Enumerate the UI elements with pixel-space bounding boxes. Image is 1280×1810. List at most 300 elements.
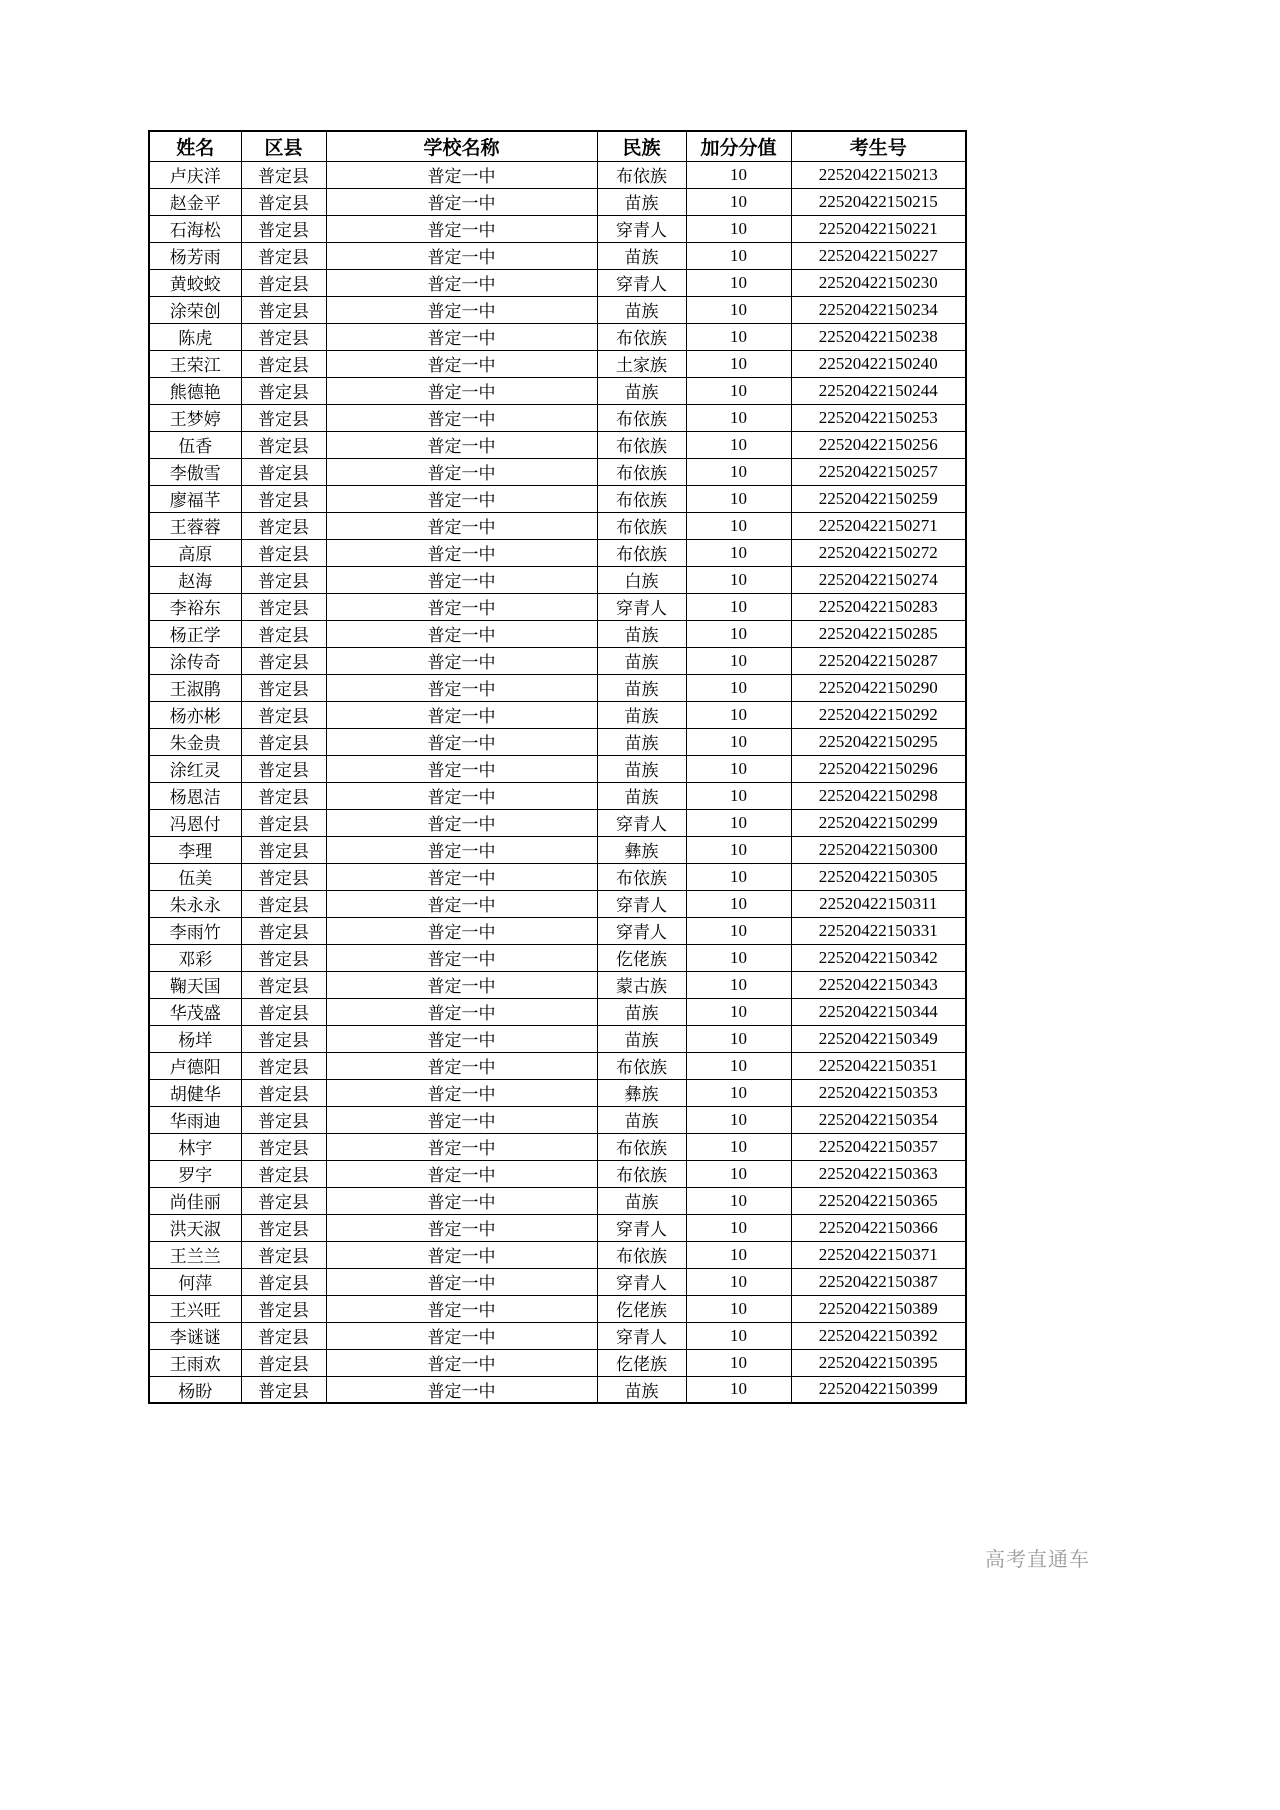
table-row <box>149 944 966 971</box>
cell-ethnicity: 布依族 <box>597 1241 686 1268</box>
table-body <box>149 161 966 1403</box>
cell-county: 普定县 <box>241 782 326 809</box>
cell-bonus: 10 <box>686 431 791 458</box>
cell-name: 朱永永 <box>149 890 241 917</box>
table-row <box>149 890 966 917</box>
cell-county: 普定县 <box>241 539 326 566</box>
cell-bonus: 10 <box>686 1241 791 1268</box>
cell-ethnicity: 布依族 <box>597 512 686 539</box>
cell-bonus: 10 <box>686 917 791 944</box>
cell-school: 普定一中 <box>326 431 597 458</box>
cell-bonus: 10 <box>686 1322 791 1349</box>
cell-bonus: 10 <box>686 809 791 836</box>
cell-county: 普定县 <box>241 188 326 215</box>
cell-school: 普定一中 <box>326 809 597 836</box>
cell-ethnicity: 布依族 <box>597 161 686 188</box>
cell-school: 普定一中 <box>326 944 597 971</box>
cell-name: 杨垟 <box>149 1025 241 1052</box>
cell-ethnicity: 布依族 <box>597 539 686 566</box>
cell-exam-id: 22520422150387 <box>791 1268 966 1295</box>
cell-county: 普定县 <box>241 863 326 890</box>
cell-exam-id: 22520422150215 <box>791 188 966 215</box>
cell-name: 高原 <box>149 539 241 566</box>
cell-bonus: 10 <box>686 863 791 890</box>
cell-school: 普定一中 <box>326 890 597 917</box>
cell-ethnicity: 布依族 <box>597 458 686 485</box>
table-row <box>149 1187 966 1214</box>
cell-name: 杨亦彬 <box>149 701 241 728</box>
cell-bonus: 10 <box>686 242 791 269</box>
table-row <box>149 1052 966 1079</box>
cell-exam-id: 22520422150271 <box>791 512 966 539</box>
header-school: 学校名称 <box>326 131 597 161</box>
cell-county: 普定县 <box>241 1241 326 1268</box>
cell-county: 普定县 <box>241 944 326 971</box>
cell-ethnicity: 苗族 <box>597 674 686 701</box>
table-row <box>149 1322 966 1349</box>
table-row <box>149 782 966 809</box>
table-row <box>149 836 966 863</box>
header-row <box>149 131 966 161</box>
cell-bonus: 10 <box>686 944 791 971</box>
cell-name: 廖福芊 <box>149 485 241 512</box>
cell-ethnicity: 苗族 <box>597 377 686 404</box>
cell-ethnicity: 布依族 <box>597 323 686 350</box>
watermark-text: 高考直通车 <box>985 1549 1090 1571</box>
cell-school: 普定一中 <box>326 485 597 512</box>
table-row <box>149 809 966 836</box>
cell-county: 普定县 <box>241 512 326 539</box>
table-row <box>149 1241 966 1268</box>
cell-exam-id: 22520422150221 <box>791 215 966 242</box>
cell-school: 普定一中 <box>326 215 597 242</box>
cell-county: 普定县 <box>241 809 326 836</box>
cell-county: 普定县 <box>241 1349 326 1376</box>
cell-name: 华茂盛 <box>149 998 241 1025</box>
cell-school: 普定一中 <box>326 674 597 701</box>
cell-school: 普定一中 <box>326 539 597 566</box>
cell-ethnicity: 苗族 <box>597 188 686 215</box>
cell-name: 黄蛟蛟 <box>149 269 241 296</box>
cell-ethnicity: 苗族 <box>597 782 686 809</box>
cell-ethnicity: 布依族 <box>597 404 686 431</box>
cell-name: 李傲雪 <box>149 458 241 485</box>
cell-ethnicity: 布依族 <box>597 1133 686 1160</box>
cell-bonus: 10 <box>686 1052 791 1079</box>
cell-exam-id: 22520422150244 <box>791 377 966 404</box>
cell-county: 普定县 <box>241 647 326 674</box>
table-row <box>149 620 966 647</box>
cell-ethnicity: 苗族 <box>597 620 686 647</box>
cell-exam-id: 22520422150213 <box>791 161 966 188</box>
cell-bonus: 10 <box>686 1160 791 1187</box>
cell-county: 普定县 <box>241 1079 326 1106</box>
cell-school: 普定一中 <box>326 512 597 539</box>
cell-name: 涂红灵 <box>149 755 241 782</box>
table-row <box>149 1295 966 1322</box>
cell-bonus: 10 <box>686 836 791 863</box>
header-name: 姓名 <box>149 131 241 161</box>
cell-bonus: 10 <box>686 1349 791 1376</box>
cell-bonus: 10 <box>686 188 791 215</box>
cell-bonus: 10 <box>686 1133 791 1160</box>
cell-exam-id: 22520422150287 <box>791 647 966 674</box>
cell-county: 普定县 <box>241 836 326 863</box>
cell-name: 李谜谜 <box>149 1322 241 1349</box>
table-row <box>149 674 966 701</box>
table-row <box>149 512 966 539</box>
table-row <box>149 404 966 431</box>
cell-school: 普定一中 <box>326 647 597 674</box>
cell-ethnicity: 布依族 <box>597 863 686 890</box>
cell-name: 卢德阳 <box>149 1052 241 1079</box>
table-row <box>149 215 966 242</box>
cell-exam-id: 22520422150299 <box>791 809 966 836</box>
cell-bonus: 10 <box>686 1106 791 1133</box>
cell-name: 卢庆洋 <box>149 161 241 188</box>
cell-county: 普定县 <box>241 161 326 188</box>
cell-school: 普定一中 <box>326 1322 597 1349</box>
cell-school: 普定一中 <box>326 350 597 377</box>
table-row <box>149 971 966 998</box>
cell-school: 普定一中 <box>326 296 597 323</box>
cell-county: 普定县 <box>241 998 326 1025</box>
cell-county: 普定县 <box>241 215 326 242</box>
cell-exam-id: 22520422150256 <box>791 431 966 458</box>
table-row <box>149 566 966 593</box>
cell-ethnicity: 穿青人 <box>597 1268 686 1295</box>
cell-name: 王蓉蓉 <box>149 512 241 539</box>
cell-bonus: 10 <box>686 566 791 593</box>
cell-exam-id: 22520422150349 <box>791 1025 966 1052</box>
cell-county: 普定县 <box>241 1295 326 1322</box>
table-header <box>149 131 966 161</box>
cell-ethnicity: 仡佬族 <box>597 1349 686 1376</box>
table-row <box>149 323 966 350</box>
table-row <box>149 1376 966 1403</box>
table-row <box>149 350 966 377</box>
cell-ethnicity: 穿青人 <box>597 593 686 620</box>
cell-school: 普定一中 <box>326 1214 597 1241</box>
cell-school: 普定一中 <box>326 323 597 350</box>
cell-bonus: 10 <box>686 998 791 1025</box>
cell-county: 普定县 <box>241 728 326 755</box>
cell-ethnicity: 彝族 <box>597 836 686 863</box>
cell-ethnicity: 苗族 <box>597 1025 686 1052</box>
cell-county: 普定县 <box>241 323 326 350</box>
cell-name: 华雨迪 <box>149 1106 241 1133</box>
cell-bonus: 10 <box>686 674 791 701</box>
cell-name: 王雨欢 <box>149 1349 241 1376</box>
cell-bonus: 10 <box>686 1376 791 1403</box>
cell-name: 胡健华 <box>149 1079 241 1106</box>
cell-bonus: 10 <box>686 296 791 323</box>
cell-exam-id: 22520422150234 <box>791 296 966 323</box>
cell-exam-id: 22520422150371 <box>791 1241 966 1268</box>
cell-county: 普定县 <box>241 1160 326 1187</box>
cell-ethnicity: 苗族 <box>597 296 686 323</box>
table-row <box>149 161 966 188</box>
cell-county: 普定县 <box>241 269 326 296</box>
cell-county: 普定县 <box>241 485 326 512</box>
cell-school: 普定一中 <box>326 836 597 863</box>
cell-county: 普定县 <box>241 917 326 944</box>
cell-name: 鞠天国 <box>149 971 241 998</box>
cell-name: 李雨竹 <box>149 917 241 944</box>
cell-ethnicity: 苗族 <box>597 755 686 782</box>
cell-exam-id: 22520422150257 <box>791 458 966 485</box>
cell-county: 普定县 <box>241 593 326 620</box>
cell-exam-id: 22520422150351 <box>791 1052 966 1079</box>
table-row <box>149 458 966 485</box>
table-row <box>149 431 966 458</box>
cell-name: 朱金贵 <box>149 728 241 755</box>
cell-name: 王荣江 <box>149 350 241 377</box>
header-exam-id: 考生号 <box>791 131 966 161</box>
table-row <box>149 1349 966 1376</box>
cell-bonus: 10 <box>686 971 791 998</box>
cell-ethnicity: 土家族 <box>597 350 686 377</box>
cell-name: 涂荣创 <box>149 296 241 323</box>
cell-exam-id: 22520422150305 <box>791 863 966 890</box>
cell-county: 普定县 <box>241 566 326 593</box>
cell-exam-id: 22520422150240 <box>791 350 966 377</box>
cell-name: 王淑鹃 <box>149 674 241 701</box>
cell-school: 普定一中 <box>326 1376 597 1403</box>
cell-ethnicity: 穿青人 <box>597 215 686 242</box>
cell-ethnicity: 白族 <box>597 566 686 593</box>
cell-bonus: 10 <box>686 512 791 539</box>
cell-bonus: 10 <box>686 323 791 350</box>
cell-county: 普定县 <box>241 377 326 404</box>
cell-exam-id: 22520422150298 <box>791 782 966 809</box>
cell-ethnicity: 苗族 <box>597 647 686 674</box>
cell-exam-id: 22520422150259 <box>791 485 966 512</box>
cell-bonus: 10 <box>686 539 791 566</box>
cell-name: 王兰兰 <box>149 1241 241 1268</box>
cell-bonus: 10 <box>686 755 791 782</box>
cell-name: 杨盼 <box>149 1376 241 1403</box>
cell-ethnicity: 苗族 <box>597 998 686 1025</box>
table-row <box>149 1079 966 1106</box>
cell-bonus: 10 <box>686 1214 791 1241</box>
cell-exam-id: 22520422150395 <box>791 1349 966 1376</box>
cell-school: 普定一中 <box>326 1079 597 1106</box>
cell-school: 普定一中 <box>326 1160 597 1187</box>
table-row <box>149 377 966 404</box>
cell-bonus: 10 <box>686 1079 791 1106</box>
cell-school: 普定一中 <box>326 1133 597 1160</box>
cell-ethnicity: 布依族 <box>597 431 686 458</box>
cell-county: 普定县 <box>241 674 326 701</box>
cell-exam-id: 22520422150285 <box>791 620 966 647</box>
cell-ethnicity: 穿青人 <box>597 269 686 296</box>
cell-exam-id: 22520422150363 <box>791 1160 966 1187</box>
cell-exam-id: 22520422150311 <box>791 890 966 917</box>
cell-school: 普定一中 <box>326 566 597 593</box>
cell-name: 李理 <box>149 836 241 863</box>
table-row <box>149 1160 966 1187</box>
cell-name: 何萍 <box>149 1268 241 1295</box>
cell-school: 普定一中 <box>326 728 597 755</box>
table-row <box>149 863 966 890</box>
table-row <box>149 593 966 620</box>
cell-exam-id: 22520422150366 <box>791 1214 966 1241</box>
cell-name: 涂传奇 <box>149 647 241 674</box>
cell-school: 普定一中 <box>326 701 597 728</box>
cell-bonus: 10 <box>686 1187 791 1214</box>
cell-county: 普定县 <box>241 620 326 647</box>
cell-ethnicity: 穿青人 <box>597 917 686 944</box>
cell-school: 普定一中 <box>326 1295 597 1322</box>
cell-ethnicity: 布依族 <box>597 485 686 512</box>
cell-exam-id: 22520422150342 <box>791 944 966 971</box>
cell-name: 伍香 <box>149 431 241 458</box>
cell-exam-id: 22520422150300 <box>791 836 966 863</box>
cell-name: 邓彩 <box>149 944 241 971</box>
cell-school: 普定一中 <box>326 863 597 890</box>
cell-exam-id: 22520422150343 <box>791 971 966 998</box>
cell-ethnicity: 穿青人 <box>597 1322 686 1349</box>
cell-school: 普定一中 <box>326 917 597 944</box>
table-row <box>149 269 966 296</box>
cell-bonus: 10 <box>686 269 791 296</box>
cell-school: 普定一中 <box>326 782 597 809</box>
cell-name: 王兴旺 <box>149 1295 241 1322</box>
cell-exam-id: 22520422150292 <box>791 701 966 728</box>
table-row <box>149 917 966 944</box>
table-row <box>149 242 966 269</box>
cell-school: 普定一中 <box>326 1187 597 1214</box>
cell-name: 杨恩洁 <box>149 782 241 809</box>
table-row <box>149 539 966 566</box>
cell-school: 普定一中 <box>326 620 597 647</box>
header-ethnicity: 民族 <box>597 131 686 161</box>
cell-school: 普定一中 <box>326 188 597 215</box>
cell-bonus: 10 <box>686 1025 791 1052</box>
cell-bonus: 10 <box>686 485 791 512</box>
bonus-points-roster-table <box>148 130 967 1404</box>
cell-school: 普定一中 <box>326 242 597 269</box>
cell-school: 普定一中 <box>326 755 597 782</box>
cell-name: 陈虎 <box>149 323 241 350</box>
cell-exam-id: 22520422150399 <box>791 1376 966 1403</box>
cell-bonus: 10 <box>686 1295 791 1322</box>
cell-county: 普定县 <box>241 1376 326 1403</box>
cell-name: 洪天淑 <box>149 1214 241 1241</box>
table-row <box>149 701 966 728</box>
cell-ethnicity: 苗族 <box>597 728 686 755</box>
cell-bonus: 10 <box>686 377 791 404</box>
cell-exam-id: 22520422150331 <box>791 917 966 944</box>
cell-county: 普定县 <box>241 1187 326 1214</box>
cell-name: 杨正学 <box>149 620 241 647</box>
cell-exam-id: 22520422150344 <box>791 998 966 1025</box>
cell-school: 普定一中 <box>326 269 597 296</box>
cell-bonus: 10 <box>686 1268 791 1295</box>
cell-school: 普定一中 <box>326 1349 597 1376</box>
table-row <box>149 485 966 512</box>
cell-school: 普定一中 <box>326 1106 597 1133</box>
cell-exam-id: 22520422150227 <box>791 242 966 269</box>
cell-name: 王梦婷 <box>149 404 241 431</box>
cell-exam-id: 22520422150274 <box>791 566 966 593</box>
cell-name: 熊德艳 <box>149 377 241 404</box>
cell-exam-id: 22520422150238 <box>791 323 966 350</box>
cell-name: 石海松 <box>149 215 241 242</box>
cell-ethnicity: 穿青人 <box>597 1214 686 1241</box>
table-row <box>149 998 966 1025</box>
cell-county: 普定县 <box>241 890 326 917</box>
cell-county: 普定县 <box>241 242 326 269</box>
cell-exam-id: 22520422150272 <box>791 539 966 566</box>
cell-bonus: 10 <box>686 701 791 728</box>
cell-school: 普定一中 <box>326 458 597 485</box>
cell-county: 普定县 <box>241 296 326 323</box>
cell-name: 伍美 <box>149 863 241 890</box>
cell-bonus: 10 <box>686 782 791 809</box>
cell-school: 普定一中 <box>326 377 597 404</box>
cell-exam-id: 22520422150295 <box>791 728 966 755</box>
cell-bonus: 10 <box>686 458 791 485</box>
table-row <box>149 296 966 323</box>
cell-name: 赵海 <box>149 566 241 593</box>
cell-exam-id: 22520422150230 <box>791 269 966 296</box>
cell-ethnicity: 蒙古族 <box>597 971 686 998</box>
cell-school: 普定一中 <box>326 1025 597 1052</box>
cell-school: 普定一中 <box>326 593 597 620</box>
header-county: 区县 <box>241 131 326 161</box>
cell-county: 普定县 <box>241 755 326 782</box>
table-row <box>149 188 966 215</box>
cell-ethnicity: 苗族 <box>597 1187 686 1214</box>
cell-school: 普定一中 <box>326 971 597 998</box>
cell-school: 普定一中 <box>326 998 597 1025</box>
cell-bonus: 10 <box>686 890 791 917</box>
table-row <box>149 1025 966 1052</box>
table-row <box>149 755 966 782</box>
table-row <box>149 1133 966 1160</box>
cell-ethnicity: 仡佬族 <box>597 944 686 971</box>
cell-exam-id: 22520422150253 <box>791 404 966 431</box>
cell-exam-id: 22520422150353 <box>791 1079 966 1106</box>
cell-ethnicity: 穿青人 <box>597 890 686 917</box>
cell-bonus: 10 <box>686 620 791 647</box>
cell-school: 普定一中 <box>326 404 597 431</box>
cell-bonus: 10 <box>686 161 791 188</box>
cell-exam-id: 22520422150296 <box>791 755 966 782</box>
cell-name: 冯恩付 <box>149 809 241 836</box>
cell-county: 普定县 <box>241 701 326 728</box>
cell-county: 普定县 <box>241 431 326 458</box>
cell-name: 李裕东 <box>149 593 241 620</box>
cell-bonus: 10 <box>686 647 791 674</box>
cell-bonus: 10 <box>686 215 791 242</box>
table-row <box>149 728 966 755</box>
cell-exam-id: 22520422150354 <box>791 1106 966 1133</box>
cell-county: 普定县 <box>241 350 326 377</box>
cell-exam-id: 22520422150290 <box>791 674 966 701</box>
cell-name: 尚佳丽 <box>149 1187 241 1214</box>
cell-ethnicity: 苗族 <box>597 1376 686 1403</box>
cell-ethnicity: 苗族 <box>597 242 686 269</box>
cell-school: 普定一中 <box>326 161 597 188</box>
cell-county: 普定县 <box>241 1106 326 1133</box>
cell-ethnicity: 苗族 <box>597 1106 686 1133</box>
cell-school: 普定一中 <box>326 1241 597 1268</box>
cell-name: 林宇 <box>149 1133 241 1160</box>
cell-ethnicity: 布依族 <box>597 1160 686 1187</box>
